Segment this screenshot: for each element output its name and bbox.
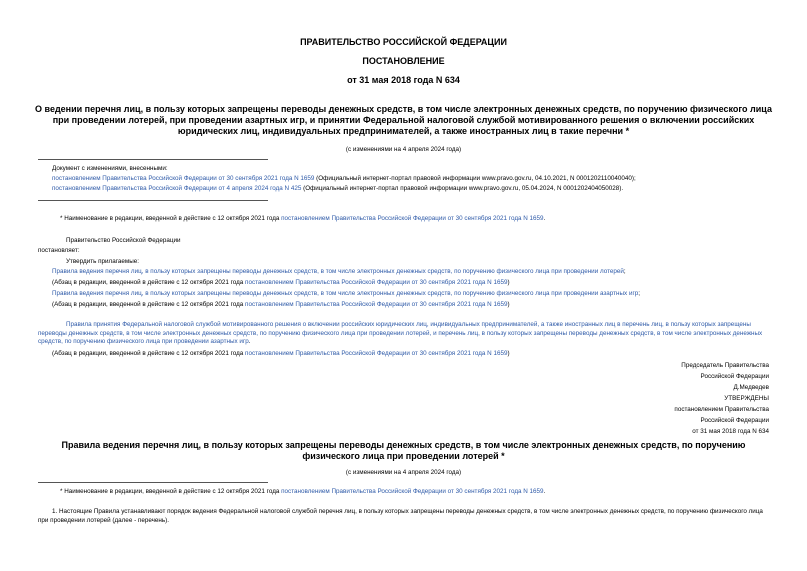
change-link-2024[interactable]: постановлением Правительства Российской Федерации от 4 апреля 2024 года N 425 bbox=[52, 185, 302, 192]
abzac-note-1: (Абзац в редакции, введенной в действие с 12 октября 2021 года постановлением Правительства Российской Федерации от 30 сентября 2021 года N 1659) bbox=[52, 279, 510, 286]
footnote-title: * Наименование в редакции, введенной в действие с 12 октября 2021 года постановлением Правительства Российской Федерации от 30 сентября 2021 года N 1659. bbox=[60, 215, 546, 222]
approved-rf: Российской Федерации bbox=[700, 417, 769, 424]
divider bbox=[38, 482, 268, 483]
changes-item-1: постановлением Правительства Российской Федерации от 30 сентября 2021 года N 1659 (Официальный интернет-портал правовой информации www.pravo.gov.ru, 04.10.2021, N 0001202110040040); bbox=[52, 175, 636, 182]
rules-revision-note: (с изменениями на 4 апреля 2024 года) bbox=[345, 469, 462, 476]
gov-text: Правительство Российской Федерации bbox=[66, 237, 181, 244]
rules-title-line-1: Правила ведения перечня лиц, в пользу которых запрещены переводы денежных средств, в том числе электронных денежных средств, по поручению bbox=[61, 440, 746, 450]
changes-intro: Документ с изменениями, внесенными: bbox=[52, 165, 168, 172]
signature-role-2: Российской Федерации bbox=[700, 373, 769, 380]
rules-1-item: Правила ведения перечня лиц, в пользу которых запрещены переводы денежных средств, в том числе электронных денежных средств, по поручению физического лица при проведении лотерей; bbox=[52, 268, 626, 275]
signature-name: Д.Медведев bbox=[733, 384, 769, 391]
rules-title-line-2: физического лица при проведении лотерей * bbox=[302, 451, 505, 461]
decree-title-line-2: при проведении лотерей, при проведении азартных игр, и принятии Федеральной налоговой службой мотивированного решения о включении российских bbox=[52, 115, 755, 125]
rules-3-link[interactable]: Правила принятия Федеральной налоговой службой мотивированного решения о включении российских юридических лиц, индивидуальных предпринимателей, а также иностранных лиц в перечень лиц, в пользу которых запрещены переводы денежных средств, в том числе электронных денежных средств, по поручению физического лица при проведении лотерей, и перечень лиц, в пользу которых запрещены переводы денежных средств, в том числе электронных денежных средств, по поручению физического лица при проведении азартных игр bbox=[38, 321, 763, 346]
divider bbox=[38, 200, 268, 201]
approved-label: УТВЕРЖДЕНЫ bbox=[724, 395, 769, 402]
rules-footnote-link[interactable]: постановлением Правительства Российской Федерации от 30 сентября 2021 года N 1659 bbox=[281, 488, 544, 495]
decree-date: от 31 мая 2018 года N 634 bbox=[347, 75, 460, 85]
abzac-link-1[interactable]: постановлением Правительства Российской Федерации от 30 сентября 2021 года N 1659 bbox=[245, 279, 508, 286]
abzac-note-2: (Абзац в редакции, введенной в действие с 12 октября 2021 года постановлением Правительства Российской Федерации от 30 сентября 2021 года N 1659) bbox=[52, 301, 510, 308]
signature-role-1: Председатель Правительства bbox=[681, 362, 769, 369]
rules-3-item: Правила принятия Федеральной налоговой службой мотивированного решения о включении российских юридических лиц, индивидуальных предпринимателей, а также иностранных лиц в перечень лиц, в пользу которых запрещены переводы денежных средств, в том числе электронных денежных средств, по поручению физического лица при проведении лотерей, и перечень лиц, в пользу которых запрещены переводы денежных средств, в том числе электронных денежных средств, по поручению физического лица при проведении азартных игр. bbox=[38, 321, 763, 346]
approve-text: Утвердить прилагаемые: bbox=[66, 258, 139, 265]
rules-point-1: 1. Настоящие Правила устанавливают порядок ведения Федеральной налоговой службой перечня лиц, в пользу которых запрещены переводы денежных средств, в том числе электронных денежных средств, по поручению физического лица при проведении лотерей (далее - перечень). bbox=[38, 508, 763, 524]
approved-date: от 31 мая 2018 года N 634 bbox=[692, 428, 769, 435]
rules-1-link[interactable]: Правила ведения перечня лиц, в пользу которых запрещены переводы денежных средств, в том числе электронных денежных средств, по поручению физического лица при проведении лотерей bbox=[52, 268, 624, 275]
approved-by: постановлением Правительства bbox=[674, 406, 769, 413]
decree-heading: ПОСТАНОВЛЕНИЕ bbox=[362, 56, 445, 66]
divider bbox=[38, 159, 268, 160]
government-heading: ПРАВИТЕЛЬСТВО РОССИЙСКОЙ ФЕДЕРАЦИИ bbox=[300, 37, 507, 47]
revision-note: (с изменениями на 4 апреля 2024 года) bbox=[345, 146, 462, 153]
decree-title-line-3: юридических лиц, индивидуальных предпринимателей, а также иностранных лиц в такие перечни * bbox=[177, 126, 630, 136]
abzac-link-2[interactable]: постановлением Правительства Российской Федерации от 30 сентября 2021 года N 1659 bbox=[245, 301, 508, 308]
change-link-2021[interactable]: постановлением Правительства Российской Федерации от 30 сентября 2021 года N 1659 bbox=[52, 175, 315, 182]
abzac-link-3[interactable]: постановлением Правительства Российской Федерации от 30 сентября 2021 года N 1659 bbox=[245, 350, 508, 357]
footnote-link[interactable]: постановлением Правительства Российской Федерации от 30 сентября 2021 года N 1659 bbox=[281, 215, 544, 222]
changes-item-2: постановлением Правительства Российской Федерации от 4 апреля 2024 года N 425 (Официальный интернет-портал правовой информации www.pravo.gov.ru, 05.04.2024, N 0001202404050028). bbox=[52, 185, 624, 192]
rules-2-link[interactable]: Правила ведения перечня лиц, в пользу которых запрещены переводы денежных средств, в том числе электронных денежных средств, по поручению физического лица при проведении азартных игр bbox=[52, 290, 639, 297]
rules-footnote: * Наименование в редакции, введенной в действие с 12 октября 2021 года постановлением Правительства Российской Федерации от 30 сентября 2021 года N 1659. bbox=[60, 488, 546, 495]
abzac-note-3: (Абзац в редакции, введенной в действие с 12 октября 2021 года постановлением Правительства Российской Федерации от 30 сентября 2021 года N 1659) bbox=[52, 350, 510, 357]
resolves-text: постановляет: bbox=[38, 247, 80, 254]
rules-2-item: Правила ведения перечня лиц, в пользу которых запрещены переводы денежных средств, в том числе электронных денежных средств, по поручению физического лица при проведении азартных игр; bbox=[52, 290, 641, 297]
decree-title-line-1: О ведении перечня лиц, в пользу которых запрещены переводы денежных средств, в том числе электронных денежных средств, по поручению физического лица bbox=[35, 104, 772, 114]
